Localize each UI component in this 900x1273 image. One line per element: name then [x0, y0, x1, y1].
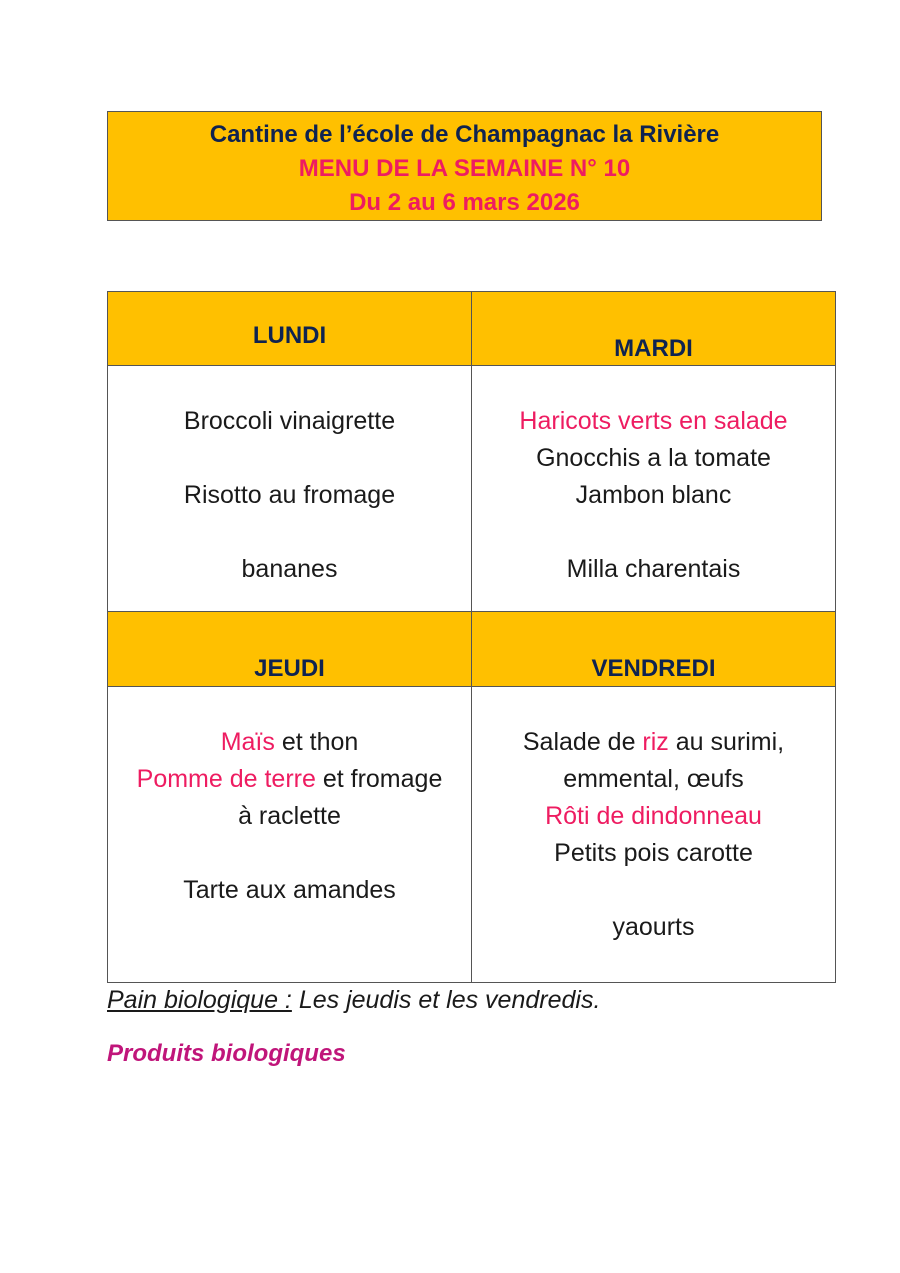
canteen-title: Cantine de l’école de Champagnac la Rivière [209, 121, 720, 148]
day-header-mardi [472, 292, 836, 366]
organic-products-legend: Produits biologiques [107, 1040, 346, 1067]
dish-text: Salade de [522, 728, 643, 756]
day-header-vendredi [472, 612, 836, 687]
organic-bread-note [107, 986, 600, 1015]
bio-word: Maïs [220, 728, 275, 756]
organic-bread-label: Pain biologique : [107, 986, 292, 1014]
dish-item: à raclette [238, 802, 341, 830]
day-label-jeudi: JEUDI [254, 655, 325, 682]
dish-item: emmental, œufs [563, 765, 744, 793]
dish-item: Gnocchis a la tomate [536, 444, 771, 472]
dish-item [472, 724, 835, 761]
dish-item [108, 724, 471, 761]
day-header-jeudi [108, 612, 472, 687]
dish-item: Petits pois carotte [554, 839, 753, 867]
dish-item-bio: Haricots verts en salade [519, 407, 788, 435]
bio-word: Pomme de terre [136, 765, 316, 793]
dishes-jeudi [108, 687, 472, 983]
menu-table [107, 291, 836, 983]
day-label-vendredi: VENDREDI [591, 655, 716, 682]
dish-text: et thon [274, 728, 359, 756]
dish-item: Broccoli vinaigrette [183, 407, 396, 435]
dish-item-bio: Rôti de dindonneau [545, 802, 762, 830]
header-box [107, 111, 822, 221]
day-header-lundi [108, 292, 472, 366]
dish-item: yaourts [612, 913, 695, 941]
dish-item: Jambon blanc [575, 481, 732, 509]
dish-text: et fromage [315, 765, 443, 793]
dishes-lundi [108, 366, 472, 612]
date-range: Du 2 au 6 mars 2026 [349, 189, 580, 216]
dishes-mardi [472, 366, 836, 612]
bio-word: riz [642, 728, 669, 756]
dish-item: Risotto au fromage [183, 481, 396, 509]
day-label-mardi: MARDI [614, 335, 693, 362]
dish-item: Tarte aux amandes [183, 876, 396, 904]
dish-item: bananes [241, 555, 338, 583]
dish-text: au surimi, [668, 728, 785, 756]
week-menu-title: MENU DE LA SEMAINE N° 10 [298, 155, 631, 182]
dishes-vendredi [472, 687, 836, 983]
dish-item: Milla charentais [566, 555, 741, 583]
dish-item [108, 761, 471, 798]
day-label-lundi: LUNDI [252, 322, 327, 349]
organic-bread-days: Les jeudis et les vendredis. [291, 986, 601, 1014]
